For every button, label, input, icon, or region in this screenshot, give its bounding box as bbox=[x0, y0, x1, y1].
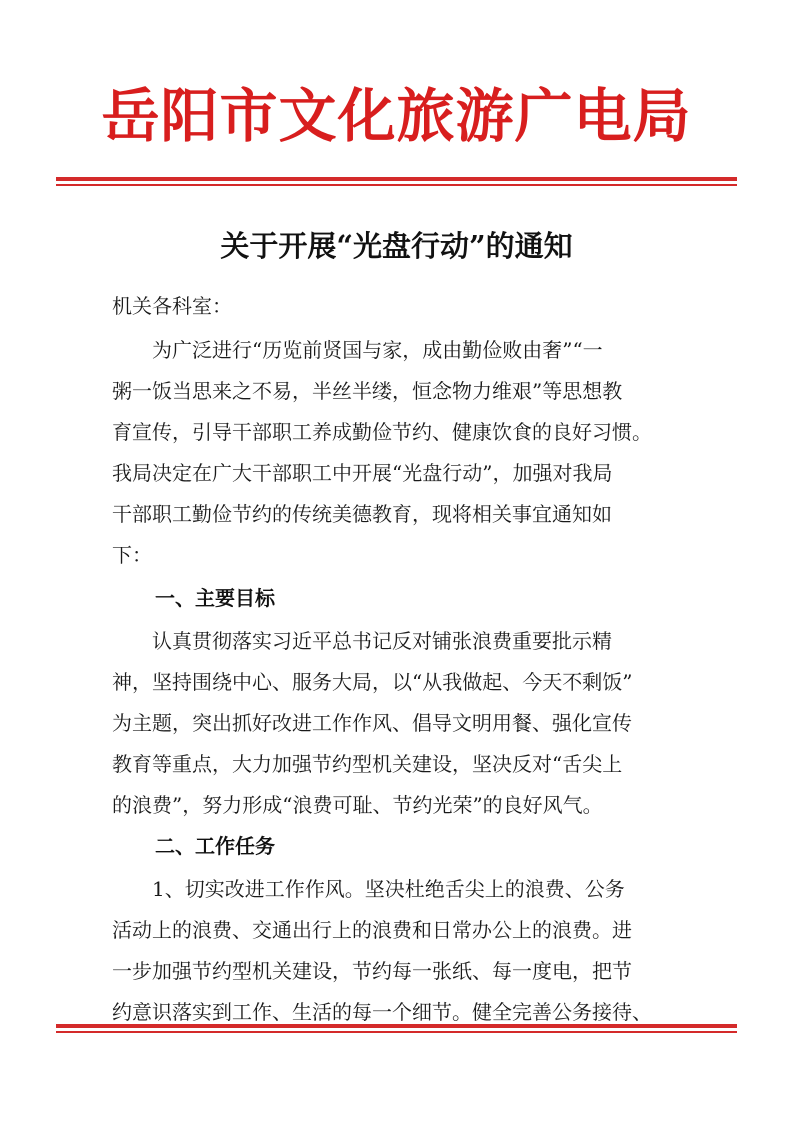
section-heading-goals: 一、主要目标 bbox=[155, 586, 275, 610]
rule-thin-line bbox=[56, 184, 737, 186]
paragraph-line: 活动上的浪费、交通出行上的浪费和日常办公上的浪费。进 bbox=[112, 918, 632, 942]
paragraph-line: 一步加强节约型机关建设，节约每一张纸、每一度电，把节 bbox=[112, 959, 632, 983]
paragraph-line: 为主题，突出抓好改进工作作风、倡导文明用餐、强化宣传 bbox=[112, 711, 632, 735]
letterhead-red-rule bbox=[56, 177, 737, 189]
paragraph-line: 1、切实改进工作作风。坚决杜绝舌尖上的浪费、公务 bbox=[112, 877, 625, 901]
section-heading-tasks: 二、工作任务 bbox=[155, 834, 275, 858]
salutation: 机关各科室： bbox=[112, 294, 232, 318]
rule-thick-line bbox=[56, 177, 737, 181]
paragraph-line: 神，坚持围绕中心、服务大局，以“从我做起、今天不剩饭” bbox=[112, 670, 633, 694]
paragraph-line: 粥一饭当思来之不易，半丝半缕，恒念物力维艰”等思想教 bbox=[112, 379, 623, 403]
paragraph-line: 育宣传，引导干部职工养成勤俭节约、健康饮食的良好习惯。 bbox=[112, 420, 652, 444]
letterhead-org-name: 岳阳市文化旅游广电局 bbox=[101, 82, 692, 150]
paragraph-line: 约意识落实到工作、生活的每一个细节。健全完善公务接待、 bbox=[112, 1000, 652, 1024]
paragraph-line: 教育等重点，大力加强节约型机关建设，坚决反对“舌尖上 bbox=[112, 752, 623, 776]
paragraph-line: 认真贯彻落实习近平总书记反对铺张浪费重要批示精 bbox=[112, 629, 612, 653]
paragraph-line: 的浪费”，努力形成“浪费可耻、节约光荣”的良好风气。 bbox=[112, 793, 603, 817]
rule-thin-line bbox=[56, 1031, 737, 1033]
paragraph-line: 为广泛进行“历览前贤国与家，成由勤俭败由奢”“一 bbox=[112, 338, 603, 362]
paragraph-line: 我局决定在广大干部职工中开展“光盘行动”，加强对我局 bbox=[112, 461, 613, 485]
paragraph-line: 干部职工勤俭节约的传统美德教育，现将相关事宜通知如 bbox=[112, 502, 612, 526]
footer-red-rule bbox=[56, 1024, 737, 1036]
paragraph-line: 下： bbox=[112, 543, 152, 567]
rule-thick-line bbox=[56, 1024, 737, 1028]
document-title: 关于开展“光盘行动”的通知 bbox=[220, 229, 573, 263]
